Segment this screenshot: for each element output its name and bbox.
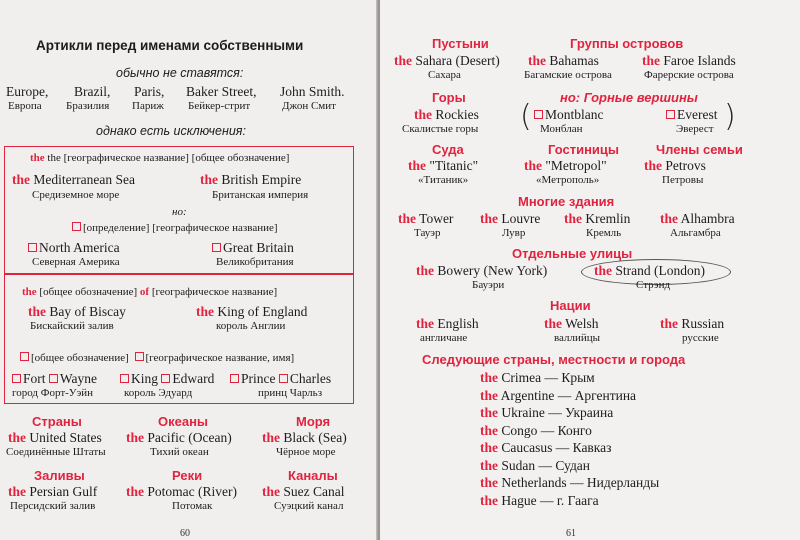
right-page xyxy=(380,0,800,540)
petrovs-ru: Петровы xyxy=(662,174,704,186)
empty-article-box xyxy=(28,243,37,252)
article-the: the xyxy=(126,484,144,499)
article-the: the xyxy=(126,430,144,445)
pattern-4 xyxy=(20,352,294,364)
countries-heading: Страны xyxy=(32,414,82,429)
bowery-ru: Бауэри xyxy=(472,279,505,291)
king-of-england-en: King of England xyxy=(217,304,308,319)
faroe-en: Faroe Islands xyxy=(663,53,736,68)
article-the: the xyxy=(28,304,46,319)
empty-article-box xyxy=(279,374,288,383)
article-the: the xyxy=(408,158,426,173)
pattern-4-b: [географическое название, имя] xyxy=(145,352,295,364)
example-en: Europe, xyxy=(6,84,49,99)
islands-heading: Группы островов xyxy=(570,36,684,51)
building-ru: Тауэр xyxy=(414,227,441,239)
example-ru: Париж xyxy=(132,100,164,112)
example-sahara xyxy=(394,53,500,69)
example-metropol xyxy=(524,158,607,174)
example-rockies xyxy=(414,107,479,123)
article-the: the xyxy=(398,211,416,226)
metropol-en: "Metropol" xyxy=(545,158,607,173)
example-building xyxy=(480,211,540,227)
list-item-text: Hague — г. Гаага xyxy=(501,492,599,508)
pattern-1-text: the [географическое название] [общее обозначение] xyxy=(47,152,290,164)
open-paren: ( xyxy=(520,99,532,134)
peaks-heading: но: Горные вершины xyxy=(560,90,698,105)
left-page xyxy=(0,0,378,540)
deserts-heading: Пустыни xyxy=(432,36,489,51)
list-item-text: Argentine — Аргентина xyxy=(500,387,637,403)
example-bowery xyxy=(416,263,547,279)
article-the: the xyxy=(30,152,45,164)
pattern-3-b: [географическое название] xyxy=(151,286,278,298)
family-heading: Члены семьи xyxy=(656,142,743,157)
article-the: the xyxy=(12,172,30,187)
example-en: John Smith. xyxy=(280,84,345,99)
sahara-en: Sahara (Desert) xyxy=(415,53,500,68)
empty-article-box xyxy=(534,110,543,119)
buildings-heading: Многие здания xyxy=(518,194,615,209)
example-bahamas xyxy=(528,53,599,69)
pattern-3-a: [общее обозначение] xyxy=(39,286,138,298)
example-nation xyxy=(660,316,724,332)
prince-charles-b: Charles xyxy=(289,371,332,386)
mountains-heading: Горы xyxy=(432,90,466,105)
example-petrovs xyxy=(644,158,706,174)
streets-heading: Отдельные улицы xyxy=(512,246,633,261)
example-en: Brazil, xyxy=(74,84,111,99)
fort-wayne-ru: город Форт-Уэйн xyxy=(12,387,94,399)
united-states-en: United States xyxy=(29,430,102,445)
potomac-ru: Потомак xyxy=(172,500,213,512)
ships-heading: Суда xyxy=(432,142,464,157)
example-ru: Европа xyxy=(8,100,42,112)
black-sea-ru: Чёрное море xyxy=(276,446,336,458)
bowery-en: Bowery (New York) xyxy=(437,263,548,278)
bahamas-ru: Багамские острова xyxy=(524,69,612,81)
list-item xyxy=(480,388,659,406)
empty-article-box xyxy=(20,352,29,361)
list-item xyxy=(480,370,659,388)
hotels-heading: Гостиницы xyxy=(548,142,620,157)
sahara-ru: Сахара xyxy=(428,69,461,81)
example-building xyxy=(398,211,453,227)
oceans-heading: Океаны xyxy=(158,414,209,429)
black-sea-en: Black (Sea) xyxy=(283,430,347,445)
building-en: Tower xyxy=(419,211,454,226)
article-the: the xyxy=(262,484,280,499)
example-british-empire xyxy=(200,172,301,188)
building-en: Louvre xyxy=(501,211,541,226)
bay-of-biscay-en: Bay of Biscay xyxy=(49,304,126,319)
bahamas-en: Bahamas xyxy=(549,53,599,68)
example-building xyxy=(660,211,735,227)
british-empire-ru: Британская империя xyxy=(212,189,309,201)
article-the: the xyxy=(480,387,498,403)
article-the: the xyxy=(480,457,498,473)
example-prince-charles xyxy=(230,371,331,387)
list-item-text: Ukraine — Украина xyxy=(501,405,614,420)
montblanc-en: Montblanc xyxy=(545,107,604,122)
empty-article-box xyxy=(161,374,170,383)
article-the: the xyxy=(200,172,218,187)
article-the: the xyxy=(480,475,498,490)
nation-ru: валлийцы xyxy=(554,332,601,344)
list-item-text: Crimea — Крым xyxy=(501,370,595,385)
empty-article-box xyxy=(12,374,21,383)
usually-not-heading: обычно не ставятся: xyxy=(116,66,244,80)
pacific-en: Pacific (Ocean) xyxy=(147,430,232,445)
empty-article-box xyxy=(120,374,129,383)
example-faroe xyxy=(642,53,736,69)
pattern-1 xyxy=(30,152,289,164)
persian-gulf-en: Persian Gulf xyxy=(29,484,98,499)
nation-ru: англичане xyxy=(420,332,468,344)
list-item xyxy=(480,405,659,423)
example-united-states xyxy=(8,430,102,446)
example-persian-gulf xyxy=(8,484,97,500)
metropol-ru: «Метрополь» xyxy=(536,174,600,186)
united-states-ru: Соединённые Штаты xyxy=(6,446,106,458)
following-heading: Следующие страны, местности и города xyxy=(422,352,686,367)
mediterranean-ru: Средиземное море xyxy=(32,189,120,201)
list-item xyxy=(480,440,659,458)
mediterranean-en: Mediterranean Sea xyxy=(33,172,135,187)
building-ru: Лувр xyxy=(502,227,526,239)
list-item xyxy=(480,493,659,511)
article-the: the xyxy=(480,370,498,385)
empty-article-box xyxy=(49,374,58,383)
article-the: the xyxy=(528,53,546,68)
example-suez-canal xyxy=(262,484,344,500)
north-america-ru: Северная Америка xyxy=(32,256,120,268)
prince-charles-ru: принц Чарльз xyxy=(258,387,323,399)
empty-article-box xyxy=(212,243,221,252)
article-the: the xyxy=(480,422,498,438)
example-montblanc xyxy=(534,107,604,123)
article-the: the xyxy=(524,158,542,173)
everest-en: Everest xyxy=(677,107,718,122)
potomac-en: Potomac (River) xyxy=(147,484,237,499)
british-empire-en: British Empire xyxy=(221,172,302,187)
page-number-left: 60 xyxy=(180,528,190,539)
pattern-3 xyxy=(22,286,277,298)
great-britain-ru: Великобритания xyxy=(216,256,294,268)
suez-canal-en: Suez Canal xyxy=(283,484,345,499)
rivers-heading: Реки xyxy=(172,468,203,483)
example-north-america xyxy=(28,240,120,256)
list-item xyxy=(480,475,659,493)
article-the: the xyxy=(416,316,434,331)
article-the: the xyxy=(480,492,498,508)
building-ru: Альгамбра xyxy=(670,227,721,239)
montblanc-ru: Монблан xyxy=(540,123,583,135)
article-the: the xyxy=(564,211,582,226)
nation-en: Russian xyxy=(681,316,725,331)
exceptions-heading: однако есть исключения: xyxy=(96,124,246,138)
article-the: the xyxy=(414,107,432,122)
prince-charles-a: Prince xyxy=(241,371,276,386)
article-the: the xyxy=(594,263,612,278)
bay-of-biscay-ru: Бискайский залив xyxy=(30,320,114,332)
article-the: the xyxy=(8,484,26,499)
example-ru: Джон Смит xyxy=(282,100,336,112)
petrovs-en: Petrovs xyxy=(665,158,706,173)
example-pacific xyxy=(126,430,232,446)
page-number-right: 61 xyxy=(566,528,576,539)
king-of-england-ru: король Англии xyxy=(216,320,286,332)
building-en: Kremlin xyxy=(585,211,631,226)
list-item-text: Congo — Конго xyxy=(501,422,592,438)
king-edward-ru: король Эдуард xyxy=(124,387,193,399)
example-king-of-england xyxy=(196,304,307,320)
example-ru: Бразилия xyxy=(66,100,110,112)
article-the: the xyxy=(660,211,678,226)
article-the: the xyxy=(544,316,562,331)
example-nation xyxy=(416,316,479,332)
suez-canal-ru: Суэцкий канал xyxy=(274,500,344,512)
example-fort-wayne xyxy=(12,371,97,387)
example-titanic xyxy=(408,158,478,174)
example-king-edward xyxy=(120,371,214,387)
empty-article-box xyxy=(666,110,675,119)
pattern-2-text: [определение] [географическое название] xyxy=(83,222,278,234)
empty-article-box xyxy=(135,352,144,361)
example-everest xyxy=(666,107,717,123)
article-the: the xyxy=(660,316,678,331)
rockies-en: Rockies xyxy=(435,107,479,122)
nation-en: Welsh xyxy=(565,316,599,331)
example-en: Paris, xyxy=(134,84,165,99)
example-strand xyxy=(594,263,705,279)
list-item xyxy=(480,423,659,441)
example-en: Baker Street, xyxy=(186,84,257,99)
following-list xyxy=(480,370,659,510)
article-the: the xyxy=(22,286,37,298)
but-label: но: xyxy=(172,206,187,218)
building-ru: Кремль xyxy=(586,227,622,239)
north-america-en: North America xyxy=(39,240,120,255)
rockies-ru: Скалистые горы xyxy=(402,123,479,135)
article-the: the xyxy=(642,53,660,68)
titanic-en: "Titanic" xyxy=(429,158,479,173)
close-paren: ) xyxy=(724,99,736,134)
article-the: the xyxy=(480,440,498,455)
seas-heading: Моря xyxy=(296,414,331,429)
building-en: Alhambra xyxy=(680,211,735,226)
article-the: the xyxy=(8,430,26,445)
list-item-text: Sudan — Судан xyxy=(501,457,591,473)
gulfs-heading: Заливы xyxy=(34,468,85,483)
example-black-sea xyxy=(262,430,347,446)
strand-en: Strand (London) xyxy=(615,263,705,278)
article-the: the xyxy=(644,158,662,173)
article-the: the xyxy=(262,430,280,445)
article-the: the xyxy=(416,263,434,278)
faroe-ru: Фарерские острова xyxy=(644,69,734,81)
example-ru: Бейкер-стрит xyxy=(188,100,251,112)
example-bay-of-biscay xyxy=(28,304,126,320)
nations-heading: Нации xyxy=(550,298,591,313)
empty-article-box xyxy=(72,222,81,231)
everest-ru: Эверест xyxy=(676,123,714,135)
strand-ru: Стрэнд xyxy=(636,279,671,291)
empty-article-box xyxy=(230,374,239,383)
page-title: Артикли перед именами собственными xyxy=(36,38,304,53)
king-edward-b: Edward xyxy=(172,371,215,386)
list-item xyxy=(480,458,659,476)
list-item-text: Caucasus — Кавказ xyxy=(501,440,612,455)
pacific-ru: Тихий океан xyxy=(150,446,209,458)
titanic-ru: «Титаник» xyxy=(418,174,469,186)
article-the: the xyxy=(480,405,498,420)
pattern-4-a: [общее обозначение] xyxy=(31,352,129,364)
example-building xyxy=(564,211,630,227)
example-potomac xyxy=(126,484,237,500)
fort-a: Fort xyxy=(23,371,46,386)
example-nation xyxy=(544,316,599,332)
example-mediterranean xyxy=(12,172,135,188)
canals-heading: Каналы xyxy=(288,468,338,483)
nation-ru: русские xyxy=(682,332,719,344)
nation-en: English xyxy=(437,316,479,331)
king-edward-a: King xyxy=(131,371,158,386)
great-britain-en: Great Britain xyxy=(223,240,294,255)
example-great-britain xyxy=(212,240,294,256)
list-item-text: Netherlands — Нидерланды xyxy=(501,475,660,490)
article-the: the xyxy=(394,53,412,68)
preposition-of: of xyxy=(139,286,150,298)
persian-gulf-ru: Персидский залив xyxy=(10,500,96,512)
pattern-2 xyxy=(72,222,278,234)
article-the: the xyxy=(480,211,498,226)
article-the: the xyxy=(196,304,214,319)
fort-b: Wayne xyxy=(59,371,98,386)
